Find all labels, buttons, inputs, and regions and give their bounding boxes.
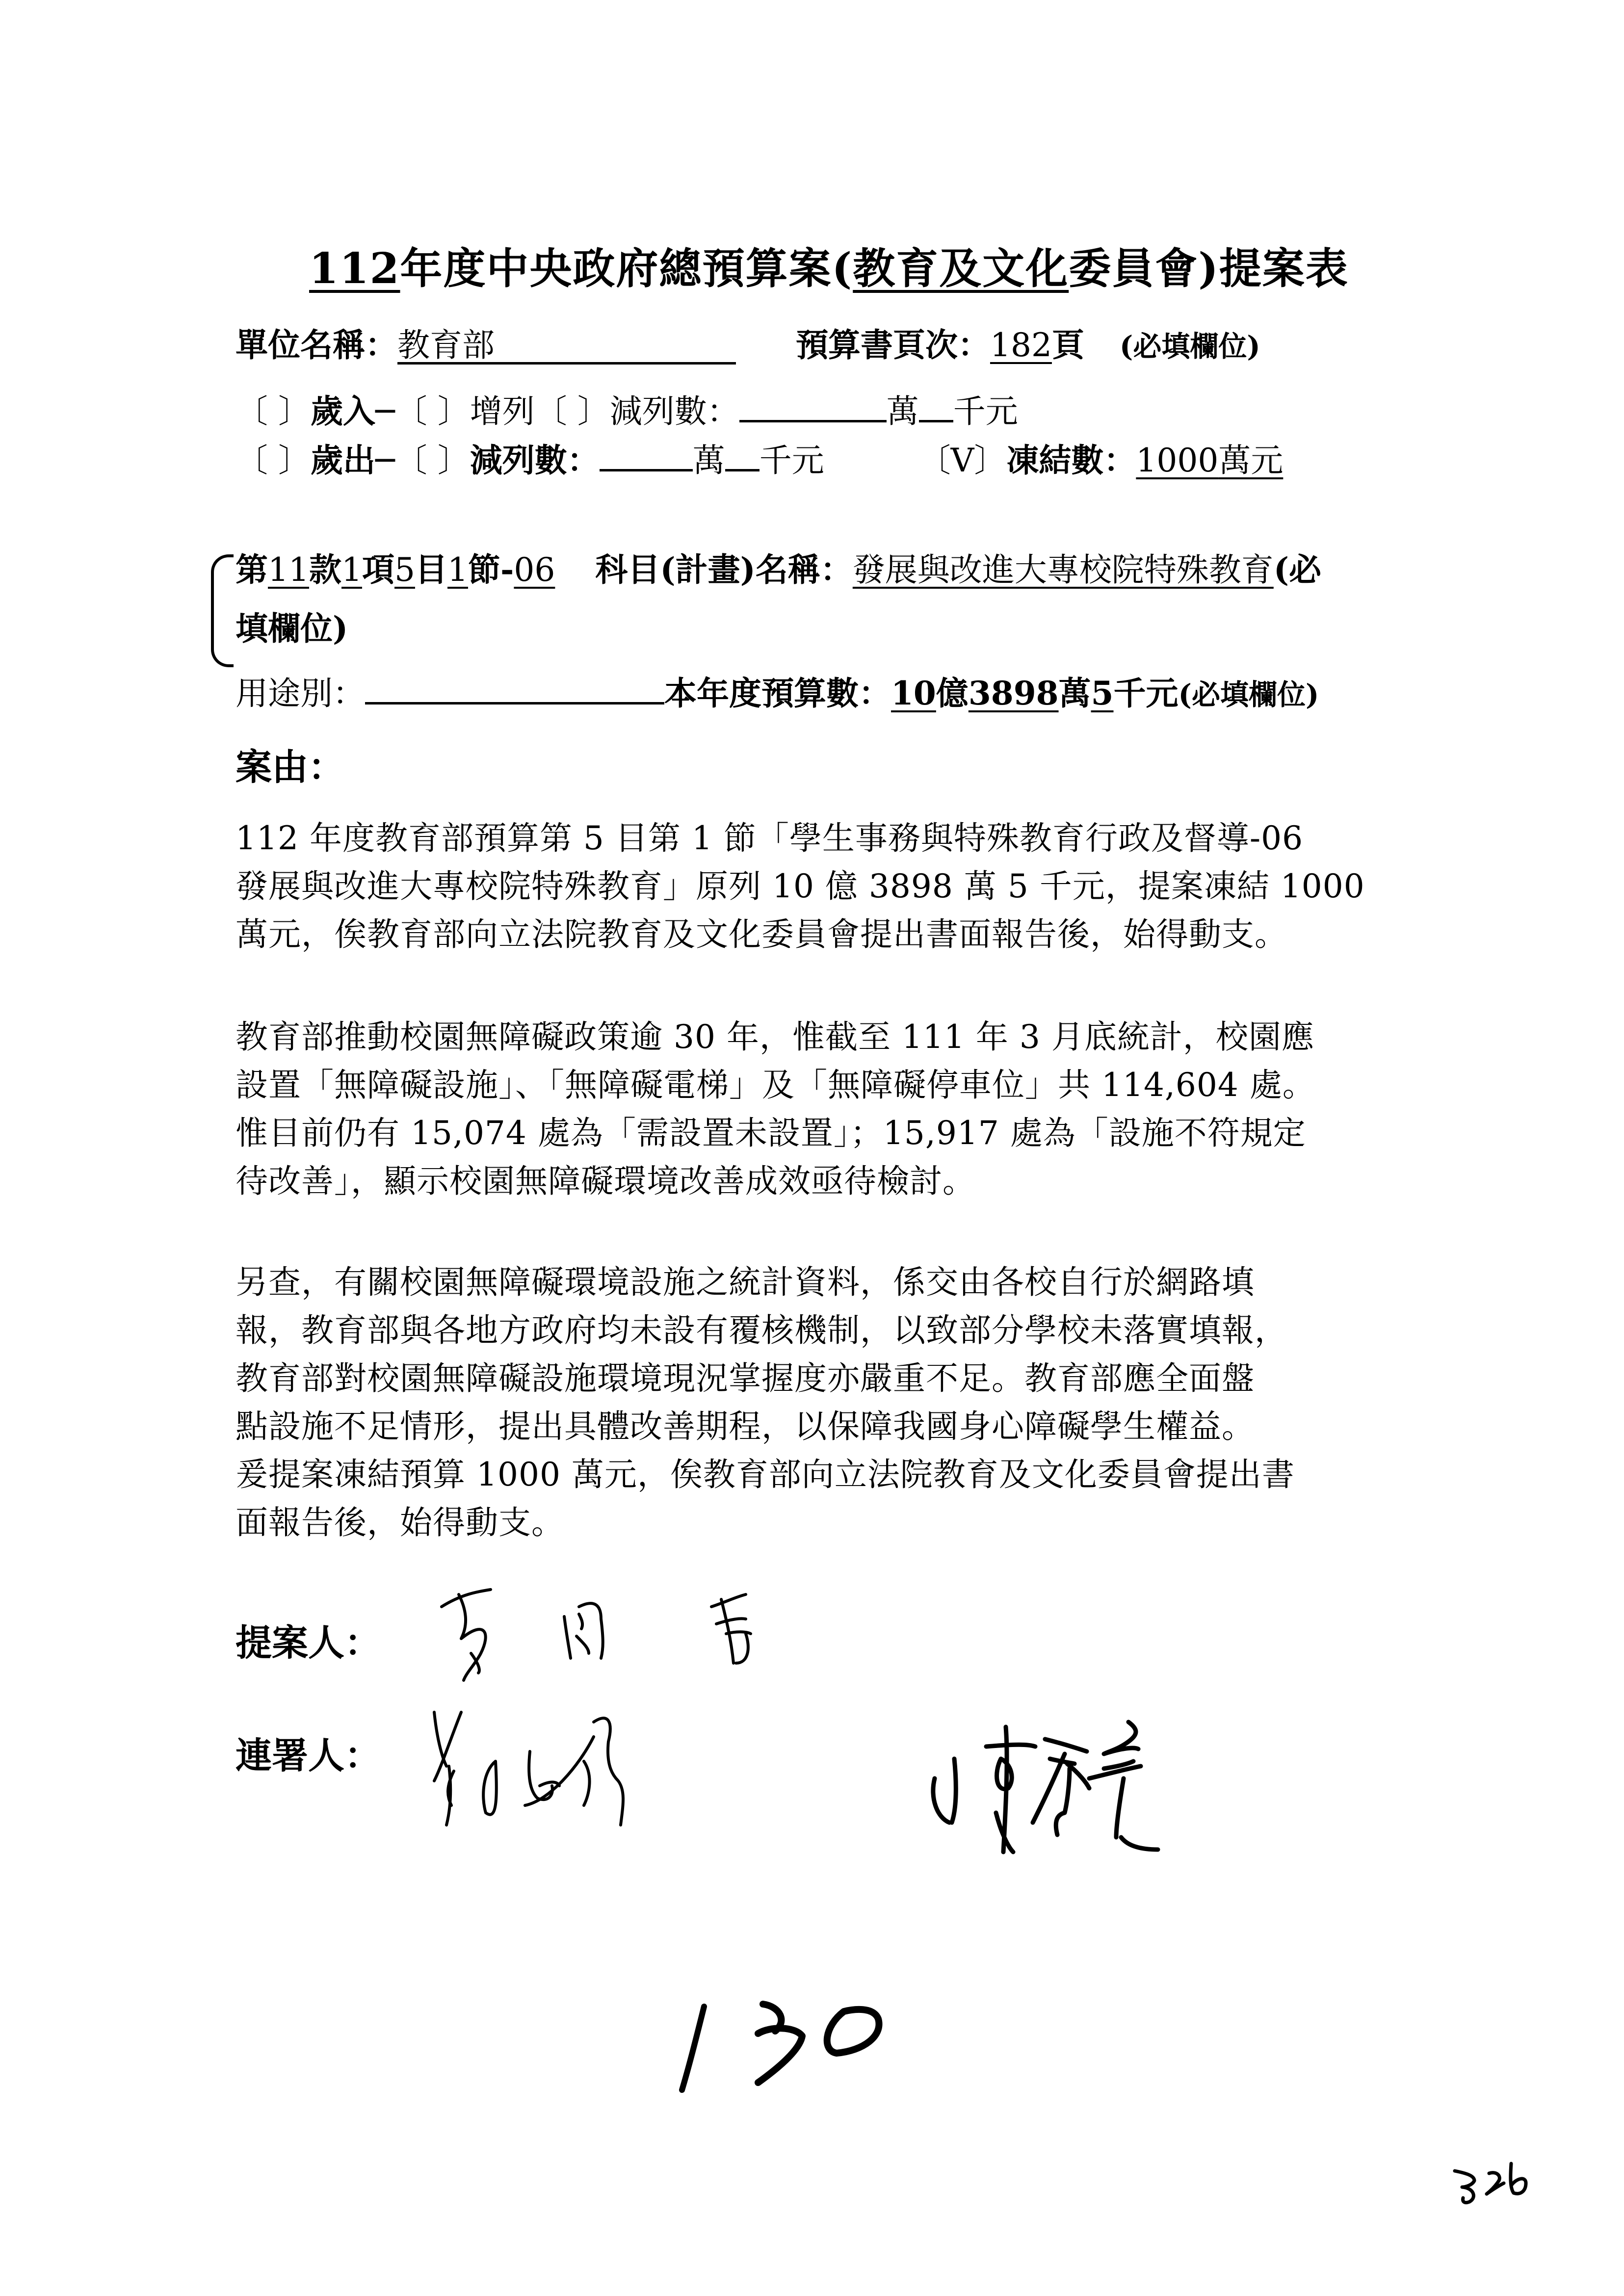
budget-qian-label: 千元 xyxy=(1113,674,1179,712)
unit-value: 教育部 xyxy=(397,328,736,365)
budget-wan: 3898 xyxy=(968,674,1059,712)
title-text-a: 年度中央政府總預算案( xyxy=(400,244,853,293)
page-unit: 頁 xyxy=(1051,326,1084,364)
expense-label: 歲出─ xyxy=(310,441,395,479)
title-text-b: 委員會)提案表 xyxy=(1069,244,1349,293)
expense-row xyxy=(236,434,1283,481)
page-value: 182 xyxy=(990,326,1052,364)
page-mark xyxy=(1452,2164,1541,2208)
subject-di: 第 xyxy=(236,550,268,589)
expense-qian-blank xyxy=(725,440,760,471)
subject-xiang: 1 xyxy=(341,551,362,589)
wan-label: 萬 xyxy=(886,392,919,430)
paragraph-line: 另查，有關校園無障礙環境設施之統計資料，係交由各校自行於網路填 xyxy=(236,1263,1255,1301)
paragraph-line: 點設施不足情形，提出具體改善期程，以保障我國身心障礙學生權益。 xyxy=(236,1408,1255,1445)
subject-bracket xyxy=(211,554,234,667)
subject-xiang-label: 項 xyxy=(362,550,394,589)
revenue-qian-blank xyxy=(919,391,953,422)
reason-paragraph-3 xyxy=(236,1258,1433,1547)
subject-mu: 5 xyxy=(394,551,415,589)
paragraph-line: 教育部對校園無障礙設施環境現況掌握度亦嚴重不足。教育部應全面盤 xyxy=(236,1359,1255,1397)
title-committee: 教育及文化 xyxy=(853,244,1069,293)
paragraph-line: 發展與改進大專校院特殊教育」原列 10 億 3898 萬 5 千元，提案凍結 1000 xyxy=(236,867,1365,905)
paragraph-line: 教育部推動校園無障礙政策逾 30 年，惟截至 111 年 3 月底統計，校園應 xyxy=(236,1018,1314,1056)
budget-yi: 10 xyxy=(891,674,936,712)
subject-required-b: 填欄位) xyxy=(236,609,348,648)
qian-yuan-label: 千元 xyxy=(953,392,1018,430)
subject-name-label: 科目(計畫)名稱： xyxy=(595,550,853,589)
subject-required-a: (必 xyxy=(1273,550,1322,589)
cosigner-label: 連署人： xyxy=(236,1735,381,1777)
title-year: 112 xyxy=(309,244,400,293)
decrease-checkbox: 〔 〕 xyxy=(534,392,610,430)
expense-decrease-label: 減列數： xyxy=(470,441,600,479)
revenue-wan-blank xyxy=(739,391,887,422)
reason-paragraph-2 xyxy=(236,1013,1433,1205)
budget-required: (必填欄位) xyxy=(1178,678,1319,711)
expense-wan-blank xyxy=(600,440,693,471)
purpose-label: 用途別： xyxy=(236,675,365,712)
paragraph-line: 萬元，俟教育部向立法院教育及文化委員會提出書面報告後，始得動支。 xyxy=(236,915,1287,953)
budget-yi-label: 億 xyxy=(936,674,969,712)
revenue-checkbox: 〔 〕 xyxy=(236,392,311,430)
subject-jie-label: 節- xyxy=(468,550,514,589)
paragraph-line: 設置「無障礙設施」、「無障礙電梯」及「無障礙停車位」共 114,604 處。 xyxy=(236,1066,1315,1104)
subject-name-value: 發展與改進大專校院特殊教育 xyxy=(852,551,1274,589)
freeze-checkbox: 〔V〕 xyxy=(918,442,1007,479)
page-label: 預算書頁次： xyxy=(795,326,990,364)
budget-label: 本年度預算數： xyxy=(664,674,891,712)
revenue-row xyxy=(236,385,1018,432)
freeze-unit: 萬元 xyxy=(1218,442,1283,479)
expense-qian-yuan-label: 千元 xyxy=(759,442,824,479)
subject-code: 06 xyxy=(514,551,555,589)
increase-checkbox: 〔 〕 xyxy=(394,392,470,430)
increase-label: 增列 xyxy=(470,392,535,430)
expense-wan-label: 萬 xyxy=(692,442,725,479)
paragraph-line: 面報告後，始得動支。 xyxy=(236,1504,564,1541)
purpose-blank xyxy=(365,673,664,704)
cosigner-signature-1 xyxy=(432,1707,824,1825)
unit-row xyxy=(236,319,1260,365)
freeze-label: 凍結數： xyxy=(1006,441,1136,479)
unit-label: 單位名稱： xyxy=(236,326,397,364)
budget-qian: 5 xyxy=(1091,674,1114,712)
freeze-value: 1000 xyxy=(1136,442,1219,479)
subject-kuan-label: 款 xyxy=(309,550,341,589)
paragraph-line: 報，教育部與各地方政府均未設有覆核機制，以致部分學校未落實填報， xyxy=(236,1311,1287,1349)
reason-heading: 案由： xyxy=(236,746,344,788)
paragraph-line: 惟目前仍有 15,074 處為「需設置未設置」；15,917 處為「設施不符規定 xyxy=(236,1114,1306,1152)
reason-paragraph-1 xyxy=(236,814,1433,959)
subject-row xyxy=(236,544,1321,590)
cosigner-signature-2 xyxy=(922,1720,1197,1867)
subject-kuan: 11 xyxy=(268,551,309,589)
form-title xyxy=(309,235,1349,295)
expense-decrease-checkbox: 〔 〕 xyxy=(394,442,470,479)
paragraph-line: 112 年度教育部預算第 5 目第 1 節「學生事務與特殊教育行政及督導-06 xyxy=(236,819,1304,857)
budget-wan-label: 萬 xyxy=(1058,674,1091,712)
proposer-signature xyxy=(432,1590,873,1697)
purpose-row xyxy=(236,667,1319,714)
paragraph-line: 待改善」，顯示校園無障礙環境改善成效亟待檢討。 xyxy=(236,1162,975,1200)
subject-mu-label: 目 xyxy=(415,550,447,589)
decrease-label: 減列數： xyxy=(609,392,739,430)
revenue-label: 歲入─ xyxy=(310,392,395,430)
proposer-label: 提案人： xyxy=(236,1622,381,1664)
expense-checkbox: 〔 〕 xyxy=(236,442,311,479)
required-note: (必填欄位) xyxy=(1119,330,1260,363)
handwritten-number xyxy=(677,1992,893,2100)
paragraph-line: 爰提案凍結預算 1000 萬元，俟教育部向立法院教育及文化委員會提出書 xyxy=(236,1456,1295,1493)
subject-jie: 1 xyxy=(447,551,468,589)
